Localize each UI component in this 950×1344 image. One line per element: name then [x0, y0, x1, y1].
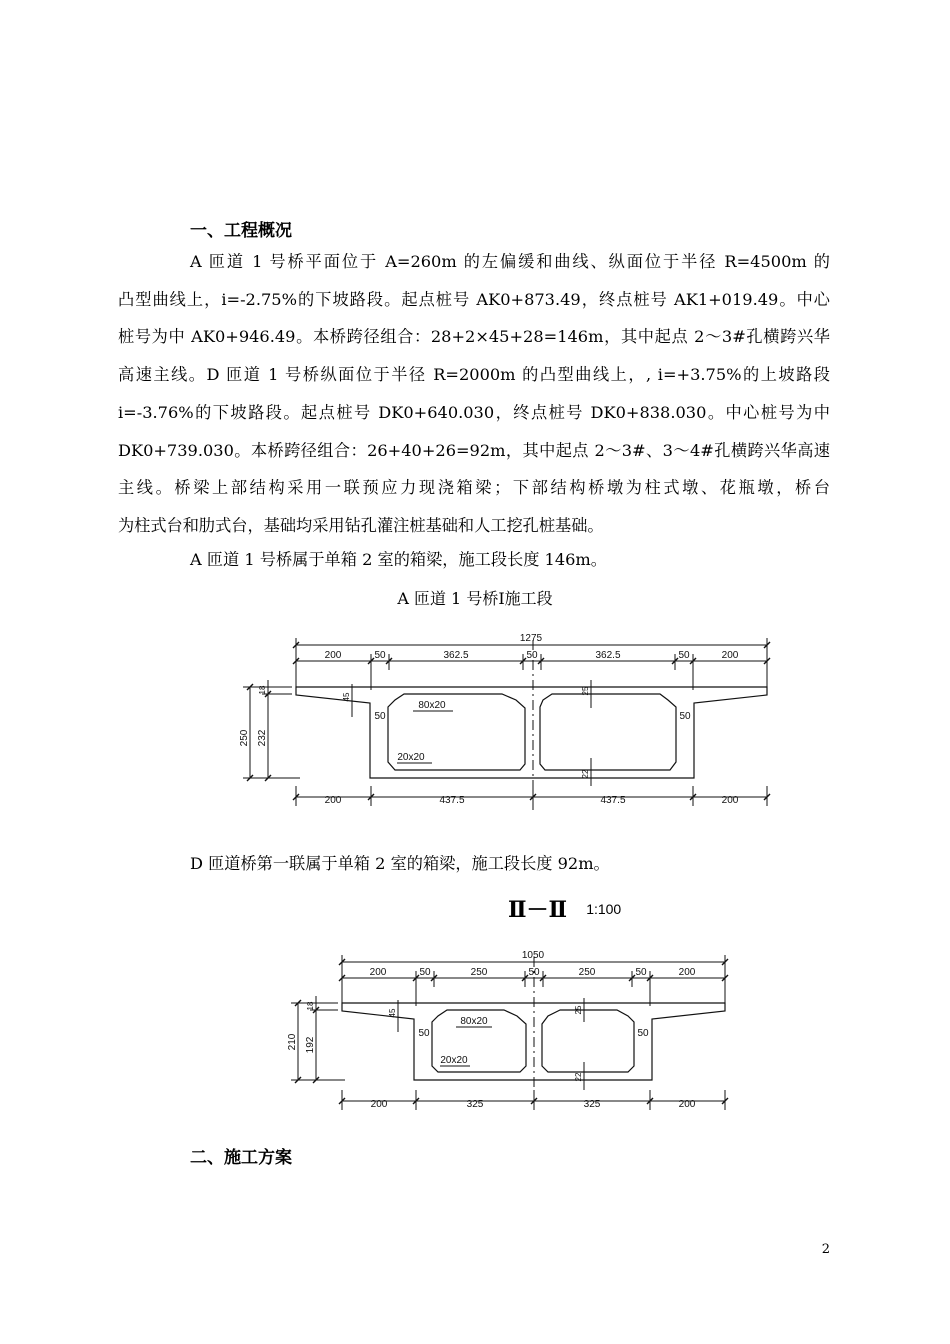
dim-bottom: 325	[583, 1099, 601, 1110]
dim-bottom: 437.5	[439, 795, 465, 806]
dim-total: 1275	[519, 633, 543, 644]
dim-top: 50	[678, 650, 690, 661]
dim-top-slab: 18	[306, 1001, 315, 1011]
dim-mid-bottom: 22	[574, 1072, 583, 1082]
dim-top: 200	[369, 967, 387, 978]
dim-height-inner: 232	[257, 729, 268, 747]
dim-top: 362.5	[595, 650, 621, 661]
dim-mid-top: 25	[574, 1005, 583, 1015]
paragraph-line: 桩号为中 AK0+946.49。本桥跨径组合：28+2×45+28=146m，其中起点 2～3#孔横跨兴华	[118, 327, 830, 347]
section-heading-plan: 二、施工方案	[190, 1148, 292, 1168]
dim-bottom: 437.5	[600, 795, 626, 806]
label-haunch-top: 80x20	[418, 700, 446, 711]
dim-total: 1050	[521, 950, 545, 961]
dim-bottom: 325	[466, 1099, 484, 1110]
dim-web-right: 50	[679, 711, 691, 722]
dim-top: 362.5	[443, 650, 469, 661]
dim-height-total: 210	[287, 1033, 298, 1051]
dim-top: 200	[678, 967, 696, 978]
paragraph-line: 凸型曲线上，i=-2.75%的下坡路段。起点桩号 AK0+873.49，终点桩号 AK1+019.49。中心	[118, 289, 830, 309]
dim-height-total: 250	[239, 729, 250, 747]
paragraph-line: i=-3.76%的下坡路段。起点桩号 DK0+640.030，终点桩号 DK0+838.030。中心桩号为中	[118, 402, 830, 422]
paragraph-line: 为柱式台和肋式台，基础均采用钻孔灌注桩基础和人工挖孔桩基础。	[118, 515, 604, 535]
dim-bottom: 200	[721, 795, 739, 806]
dim-top: 250	[470, 967, 488, 978]
dim-top: 50	[635, 967, 647, 978]
dim-mid-bottom: 22	[581, 769, 590, 779]
dim-cantilever: 45	[342, 692, 351, 702]
label-haunch-top: 80x20	[460, 1016, 488, 1027]
a-bridge-caption: A 匝道 1 号桥Ⅰ施工段	[397, 589, 553, 608]
a-bridge-note: A 匝道 1 号桥属于单箱 2 室的箱梁，施工段长度 146m。	[190, 550, 607, 569]
dim-top: 50	[374, 650, 386, 661]
section-roman: Ⅱ－Ⅱ	[508, 897, 568, 923]
paragraph-line: DK0+739.030。本桥跨径组合：26+40+26=92m，其中起点 2～3#、3～4#孔横跨兴华高速	[118, 440, 830, 460]
dim-top: 50	[419, 967, 431, 978]
dim-bottom: 200	[324, 795, 342, 806]
dim-top-slab: 18	[258, 685, 267, 695]
dim-web: 50	[374, 711, 386, 722]
d-bridge-note: D 匝道桥第一联属于单箱 2 室的箱梁，施工段长度 92m。	[190, 854, 610, 873]
dim-top: 50	[526, 650, 538, 661]
label-haunch-bottom: 20x20	[397, 752, 425, 763]
section-heading-overview: 一、工程概况	[190, 221, 292, 241]
paragraph-line: A 匝道 1 号桥平面位于 A=260m 的左偏缓和曲线、纵面位于半径 R=4500m 的	[190, 252, 830, 271]
dim-top: 250	[578, 967, 596, 978]
paragraph-line: 主线。桥梁上部结构采用一联预应力现浇箱梁；下部结构桥墩为柱式墩、花瓶墩，桥台	[118, 478, 830, 498]
section-scale: 1:100	[586, 901, 622, 917]
paragraph-line: 高速主线。D 匝道 1 号桥纵面位于半径 R=2000m 的凸型曲线上，, i=+3.75%的上坡路段	[118, 365, 830, 385]
dim-cantilever: 45	[388, 1008, 397, 1018]
dim-bottom: 200	[370, 1099, 388, 1110]
dim-web-right: 50	[637, 1028, 649, 1039]
dim-bottom: 200	[678, 1099, 696, 1110]
dim-mid-top: 25	[581, 686, 590, 696]
dim-top: 200	[721, 650, 739, 661]
page-number: 2	[821, 1242, 830, 1257]
dim-web: 50	[418, 1028, 430, 1039]
dim-top: 50	[528, 967, 540, 978]
label-haunch-bottom: 20x20	[440, 1055, 468, 1066]
dim-height-inner: 192	[305, 1036, 316, 1054]
dim-top: 200	[324, 650, 342, 661]
